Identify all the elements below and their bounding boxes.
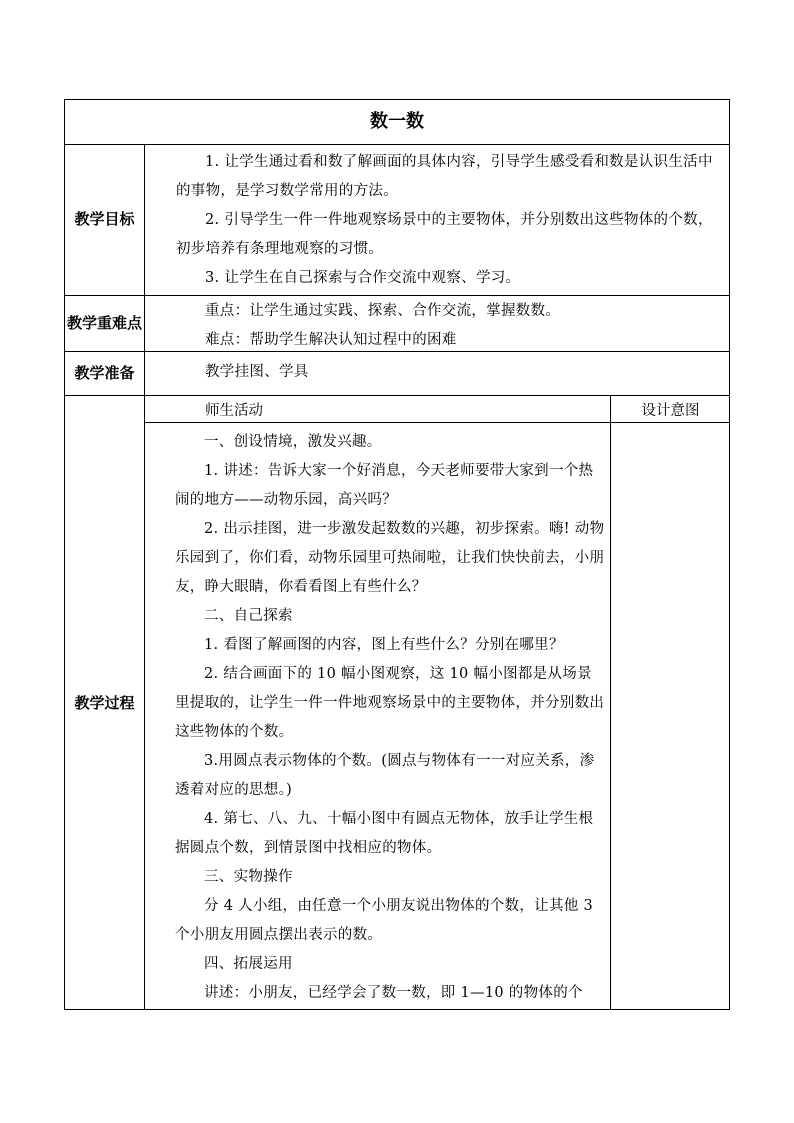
key-point-difficulty: 难点：帮助学生解决认知过程中的困难 [205, 332, 457, 348]
row-divider [65, 144, 729, 145]
objective-item: 1. 让学生通过看和数了解画面的具体内容，引导学生感受看和数是认识生活中的事物，是学习数学常用的方法。 [176, 154, 713, 199]
process-content [175, 428, 606, 1010]
design-column-divider [610, 395, 611, 1009]
header-divider [144, 422, 729, 423]
process-paragraph: 4. 第七、八、九、十幅小图中有圆点无物体，放手让学生根据圆点个数，到情景图中找相应的物体。 [175, 811, 594, 856]
objective-item: 3. 让学生在自己探索与合作交流中观察、学习。 [205, 270, 521, 286]
process-paragraph: 1. 看图了解画图的内容，图上有些什么？分别在哪里？ [204, 637, 564, 653]
document-title: 数一数 [370, 111, 424, 132]
process-paragraph: 分 4 人小组，由任意一个小朋友说出物体的个数，让其他 3 个小朋友用圆点摆出表示的数。 [175, 898, 593, 943]
row-divider [65, 295, 729, 296]
row-divider [65, 395, 729, 396]
design-column-header: 设计意图 [641, 403, 700, 419]
process-paragraph: 1. 讲述：告诉大家一个好消息，今天老师要带大家到一个热闹的地方——动物乐园，高兴吗？ [175, 463, 594, 508]
lesson-plan-table [64, 99, 730, 1010]
preparation-content: 教学挂图、学具 [205, 364, 309, 380]
process-paragraph: 2. 结合画面下的 10 幅小图观察，这 10 幅小图都是从场景里提取的，让学生一件一件地观察场景中的主要物体，并分别数出这些物体的个数。 [175, 666, 605, 740]
objective-item: 2. 引导学生一件一件地观察场景中的主要物体，并分别数出这些物体的个数，初步培养有条理地观察的习惯。 [176, 212, 713, 257]
activity-column-header: 师生活动 [205, 403, 263, 419]
key-points-label: 教学重难点 [66, 314, 142, 332]
objectives-content [176, 148, 722, 293]
process-label: 教学过程 [74, 694, 135, 712]
label-column-divider [144, 144, 145, 1009]
row-divider [65, 351, 729, 352]
preparation-label: 教学准备 [74, 364, 135, 382]
process-paragraph: 一、创设情境，激发兴趣。 [204, 434, 382, 450]
key-points-content [205, 297, 722, 355]
process-paragraph: 讲述：小朋友，已经学会了数一数，即 1—10 的物体的个 [204, 985, 583, 1001]
process-paragraph: 三、实物操作 [204, 869, 293, 885]
process-paragraph: 2. 出示挂图，进一步激发起数数的兴趣，初步探索。嗨! 动物乐园到了，你们看，动物乐园里可热闹啦，让我们快快前去，小朋友，睁大眼睛，你看看图上有些什么？ [175, 521, 605, 595]
process-paragraph: 二、自己探索 [204, 608, 293, 624]
process-paragraph: 四、拓展运用 [204, 956, 293, 972]
process-paragraph: 3.用圆点表示物体的个数。(圆点与物体有一一对应关系，渗透着对应的思想。) [175, 753, 595, 798]
key-point-focus: 重点：让学生通过实践、探索、合作交流，掌握数数。 [205, 303, 561, 319]
objectives-label: 教学目标 [74, 210, 135, 228]
